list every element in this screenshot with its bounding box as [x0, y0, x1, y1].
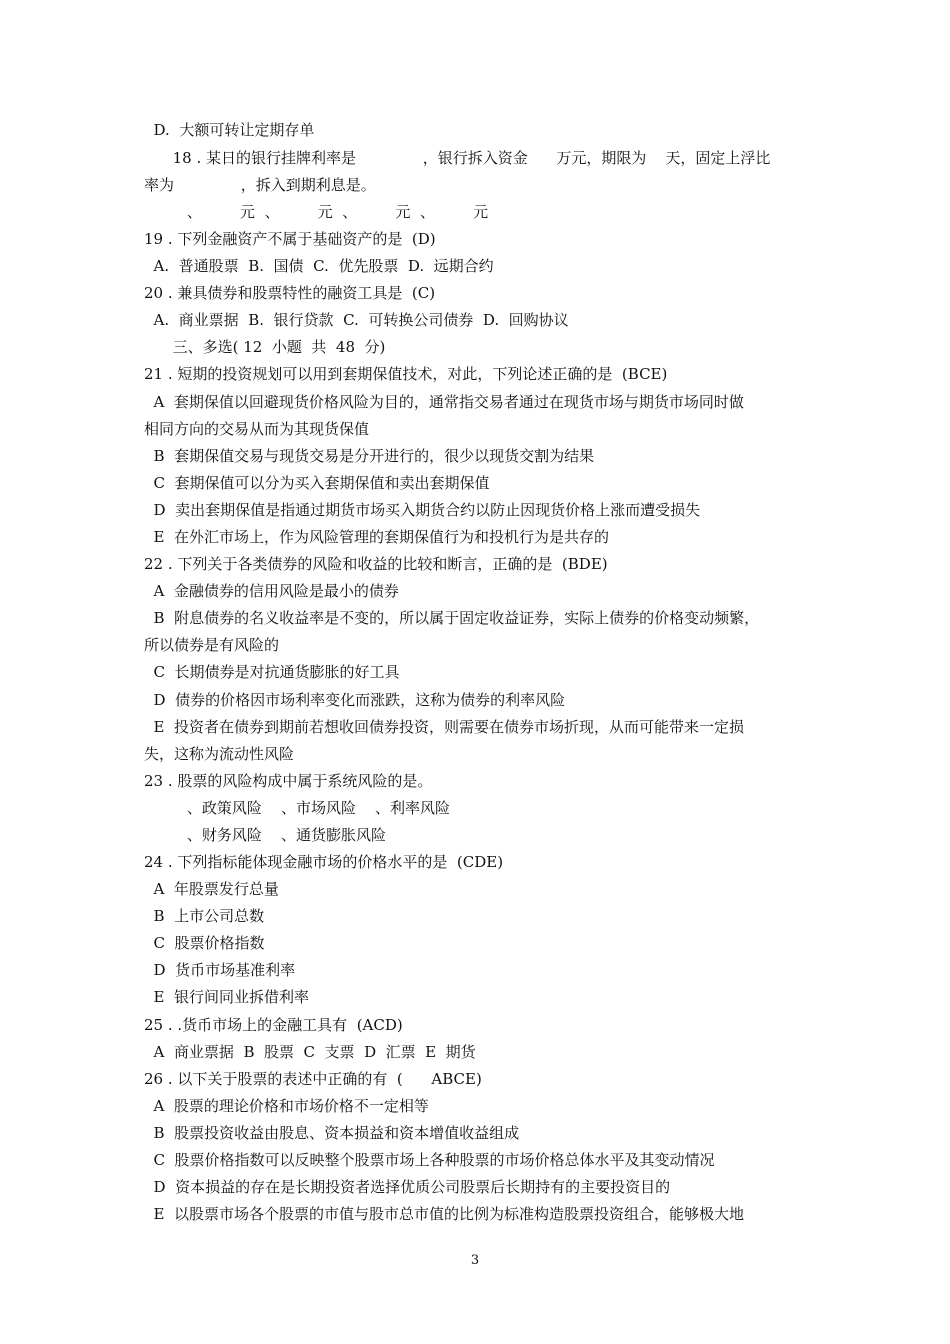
text-line: 率为 ，拆入到期利息是。 [144, 176, 376, 194]
text-line: D 资本损益的存在是长期投资者选择优质公司股票后长期持有的主要投资目的 [144, 1178, 671, 1196]
text-line: 26 . 以下关于股票的表述中正确的有 ( ABCE) [144, 1070, 482, 1088]
text-line: B 上市公司总数 [144, 907, 265, 925]
text-line: A 股票的理论价格和市场价格不一定相等 [144, 1097, 429, 1115]
text-line: B 股票投资收益由股息、资本损益和资本增值收益组成 [144, 1124, 520, 1142]
text-line: C 股票价格指数 [144, 934, 265, 952]
text-line: 所以债券是有风险的 [144, 636, 280, 654]
text-line: A 金融债券的信用风险是最小的债券 [144, 582, 399, 600]
text-line: 、 元 、 元 、 元 、 元 [144, 203, 489, 221]
text-line: 19 . 下列金融资产不属于基础资产的是 (D) [144, 230, 436, 248]
text-line: D 卖出套期保值是指通过期货市场买入期货合约以防止因现货价格上涨而遭受损失 [144, 501, 701, 519]
text-line: 相同方向的交易从而为其现货保值 [144, 420, 370, 438]
text-line: 18 . 某日的银行挂牌利率是 ，银行拆入资金 万元，期限为 天，固定上浮比 [144, 149, 771, 167]
text-line: C 套期保值可以分为买入套期保值和卖出套期保值 [144, 474, 490, 492]
text-line: E 在外汇市场上，作为风险管理的套期保值行为和投机行为是共存的 [144, 528, 610, 546]
text-line: A. 普通股票 B. 国债 C. 优先股票 D. 远期合约 [144, 257, 494, 275]
text-line: 22 . 下列关于各类债券的风险和收益的比较和断言，正确的是 (BDE) [144, 555, 608, 573]
text-line: C 股票价格指数可以反映整个股票市场上各种股票的市场价格总体水平及其变动情况 [144, 1151, 715, 1169]
text-line: 、财务风险 、通货膨胀风险 [144, 826, 386, 844]
text-line: E 投资者在债券到期前若想收回债券投资，则需要在债券市场折现，从而可能带来一定损 [144, 718, 745, 736]
text-line: D 债券的价格因市场利率变化而涨跌，这称为债券的利率风险 [144, 691, 566, 709]
text-line: E 银行间同业拆借利率 [144, 988, 310, 1006]
text-line: C 长期债券是对抗通货膨胀的好工具 [144, 663, 400, 681]
text-line: A 商业票据 B 股票 C 支票 D 汇票 E 期货 [144, 1043, 476, 1061]
text-line: D. 大额可转让定期存单 [144, 121, 315, 139]
text-line: D 货币市场基准利率 [144, 961, 296, 979]
text-line: B 附息债券的名义收益率是不变的，所以属于固定收益证券，实际上债券的价格变动频繁， [144, 609, 760, 627]
text-line: A 套期保值以回避现货价格风险为目的，通常指交易者通过在现货市场与期货市场同时做 [144, 393, 744, 411]
text-line: E 以股票市场各个股票的市值与股市总市值的比例为标准构造股票投资组合，能够极大地 [144, 1205, 745, 1223]
section-heading: 三、多选( 12 小题 共 48 分) [144, 338, 386, 356]
text-line: 25 . .货币市场上的金融工具有 (ACD) [144, 1016, 403, 1034]
text-line: B 套期保值交易与现货交易是分开进行的，很少以现货交割为结果 [144, 447, 595, 465]
text-line: 失，这称为流动性风险 [144, 745, 295, 763]
text-line: 24 . 下列指标能体现金融市场的价格水平的是 (CDE) [144, 853, 504, 871]
text-line: A 年股票发行总量 [144, 880, 279, 898]
text-line: 20 . 兼具债券和股票特性的融资工具是 (C) [144, 284, 436, 302]
text-line: A. 商业票据 B. 银行贷款 C. 可转换公司债券 D. 回购协议 [144, 311, 569, 329]
text-line: 21 . 短期的投资规划可以用到套期保值技术，对此，下列论述正确的是 (BCE) [144, 365, 668, 383]
text-line: 23 . 股票的风险构成中属于系统风险的是。 [144, 772, 433, 790]
page-number: 3 [470, 1253, 480, 1268]
text-line: 、政策风险 、市场风险 、利率风险 [144, 799, 451, 817]
